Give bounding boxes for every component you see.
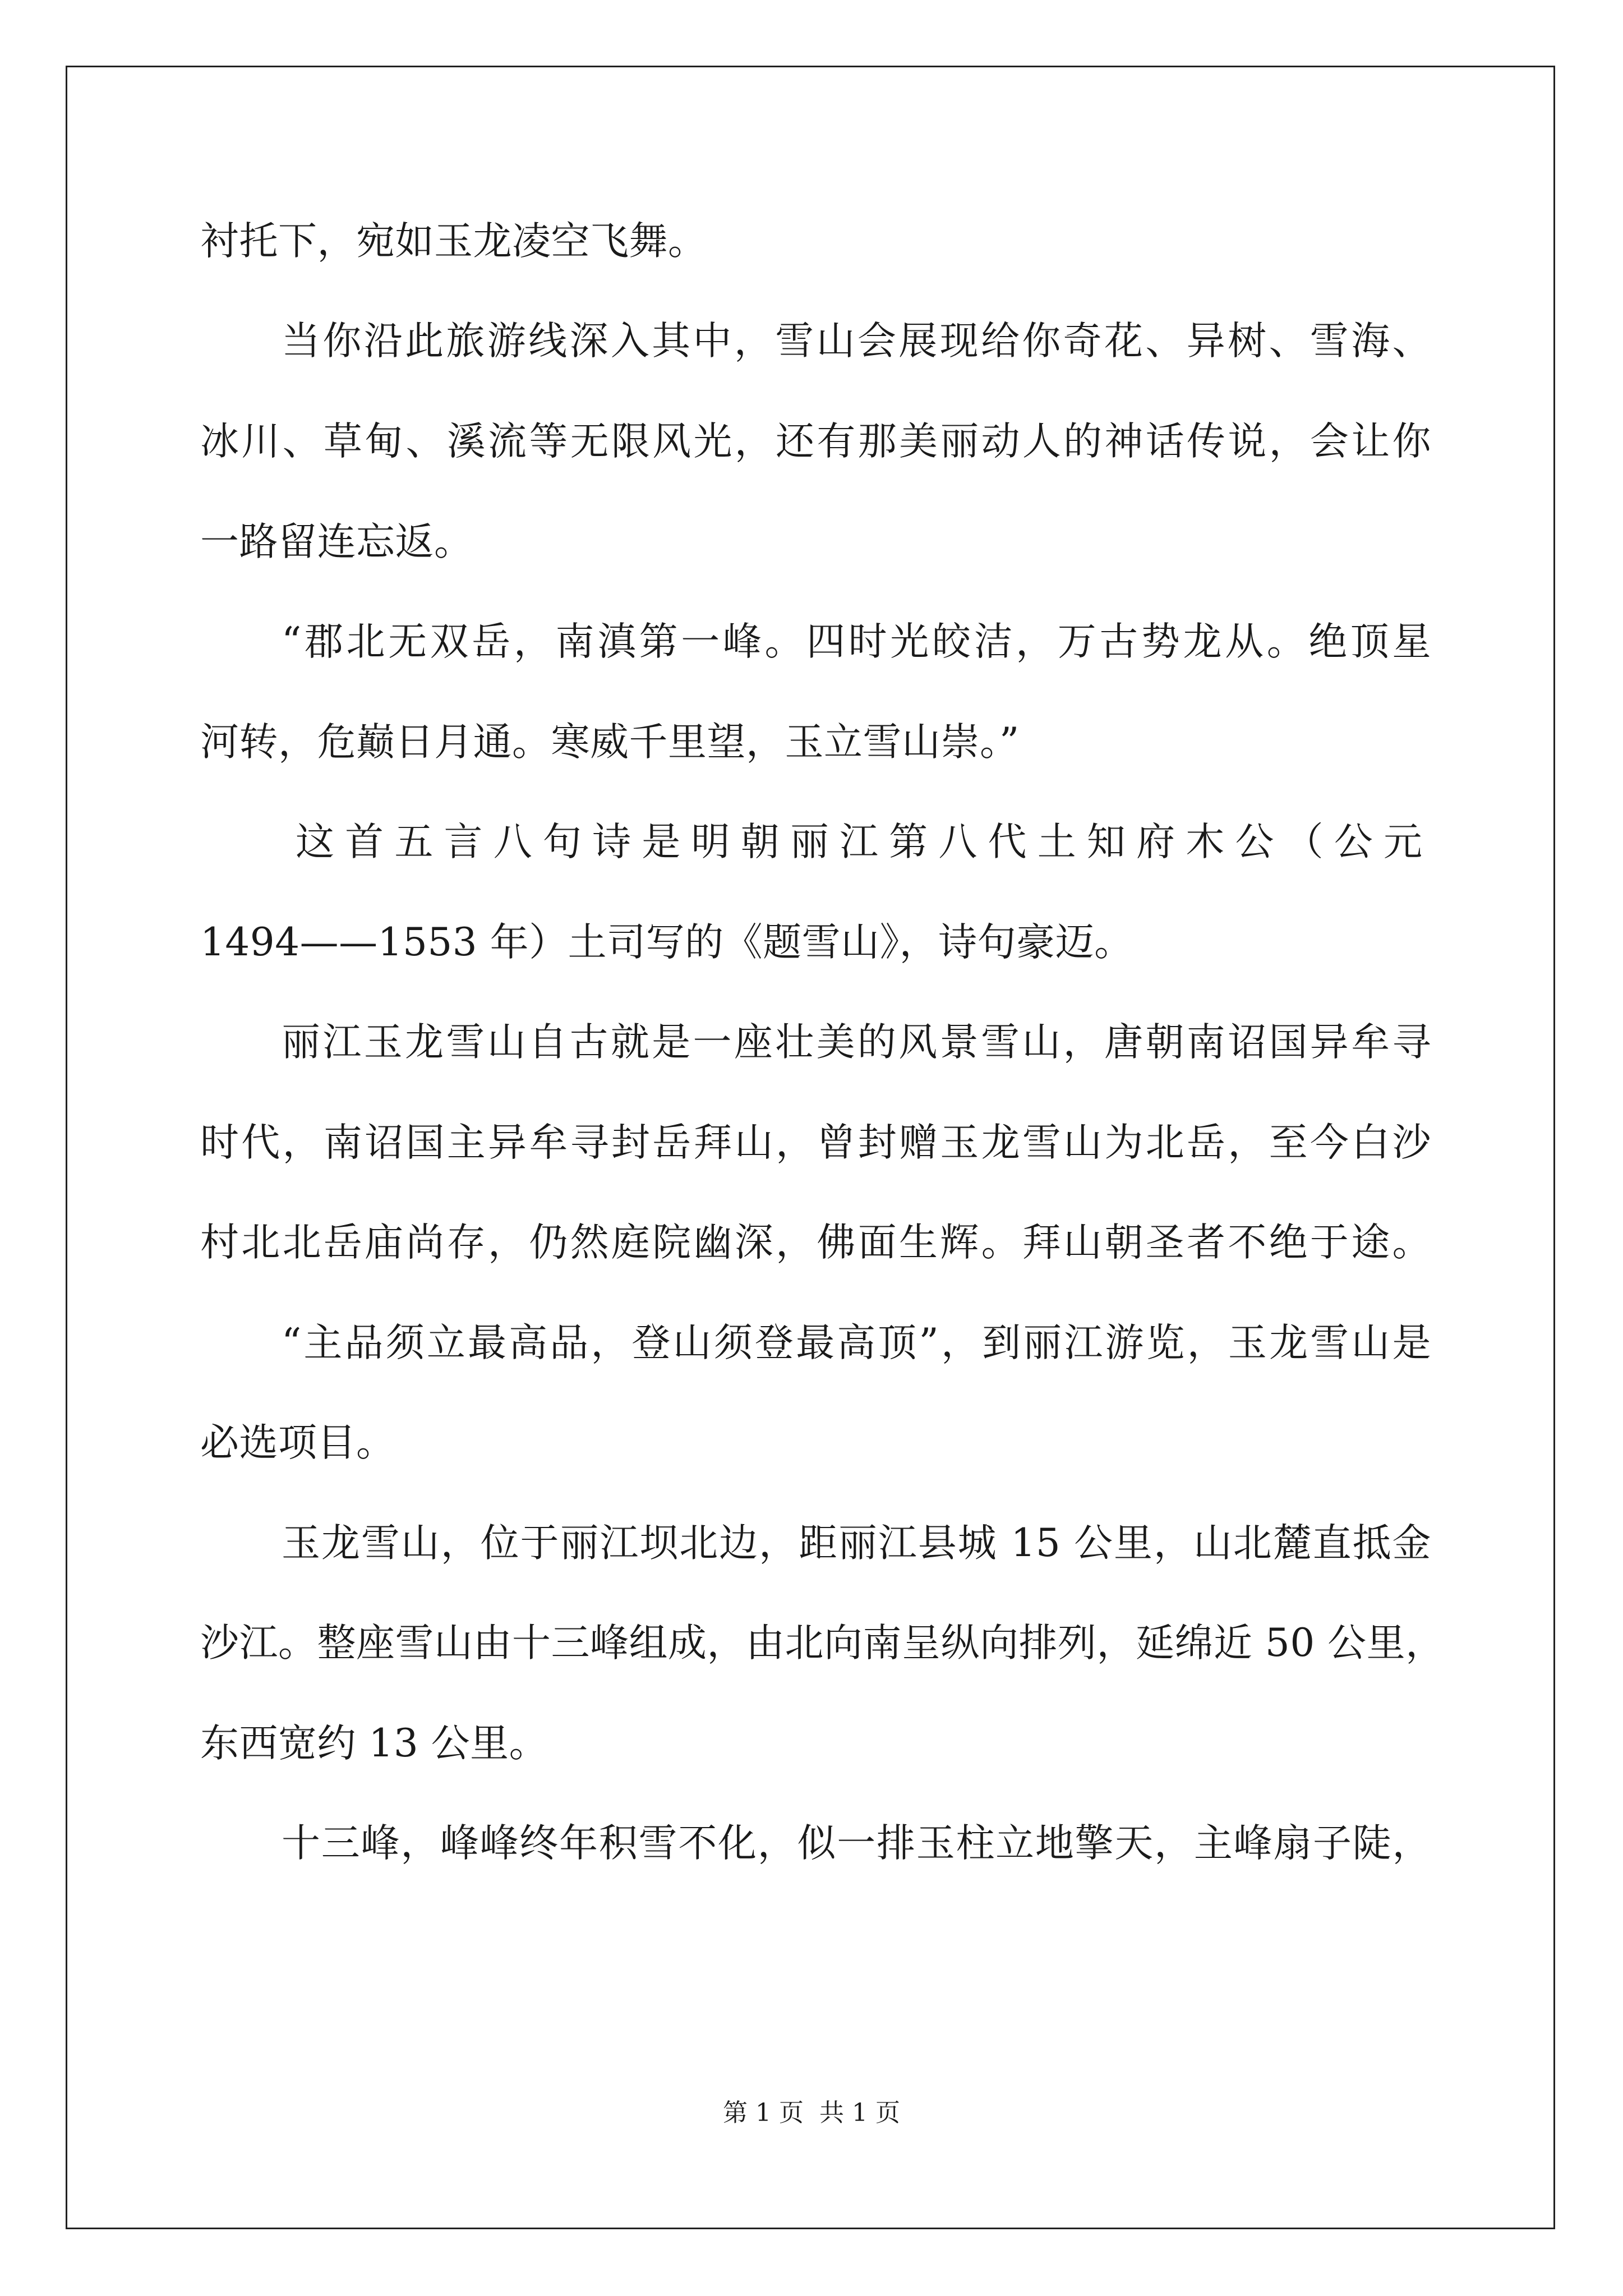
text-line: 一路留连忘返。 (200, 519, 473, 564)
text-line: 村北北岳庙尚存，仍然庭院幽深，佛面生辉。拜山朝圣者不绝于途。 (200, 1220, 1431, 1265)
text-line: 河转，危巅日月通。寒威千里望，玉立雪山崇。” (200, 720, 1020, 765)
text-line: 十三峰，峰峰终年积雪不化，似一排玉柱立地擎天，主峰扇子陡， (282, 1821, 1431, 1866)
text-line: 时代，南诏国主异牟寻封岳拜山，曾封赠玉龙雪山为北岳，至今白沙 (200, 1120, 1431, 1165)
page-total: 共 1 页 (819, 2099, 900, 2127)
text-line: 玉龙雪山，位于丽江坝北边，距丽江县城 15 公里，山北麓直抵金 (282, 1521, 1431, 1566)
text-line: “主品须立最高品，登山须登最高顶”，到丽江游览，玉龙雪山是 (282, 1320, 1431, 1365)
text-line: 冰川、草甸、溪流等无限风光，还有那美丽动人的神话传说，会让你 (200, 419, 1431, 464)
text-line: 衬托下，宛如玉龙凌空飞舞。 (200, 219, 707, 264)
text-line: 1494——1553 年）土司写的《题雪山》，诗句豪迈。 (200, 920, 1133, 965)
page-footer (0, 2092, 1623, 2128)
page-number: 第 1 页 (723, 2099, 804, 2127)
text-line: 东西宽约 13 公里。 (200, 1721, 548, 1766)
text-line: “郡北无双岳，南滇第一峰。四时光皎洁，万古势龙从。绝顶星 (282, 619, 1431, 664)
text-line: 沙江。整座雪山由十三峰组成，由北向南呈纵向排列，延绵近 50 公里， (200, 1621, 1445, 1665)
text-line: 当你沿此旅游线深入其中，雪山会展现给你奇花、异树、雪海、 (282, 319, 1431, 364)
text-line: 丽江玉龙雪山自古就是一座壮美的风景雪山，唐朝南诏国异牟寻 (282, 1020, 1431, 1065)
text-line: 必选项目。 (200, 1420, 395, 1465)
text-line: 这首五言八句诗是明朝丽江第八代土知府木公（公元 (296, 820, 1431, 864)
